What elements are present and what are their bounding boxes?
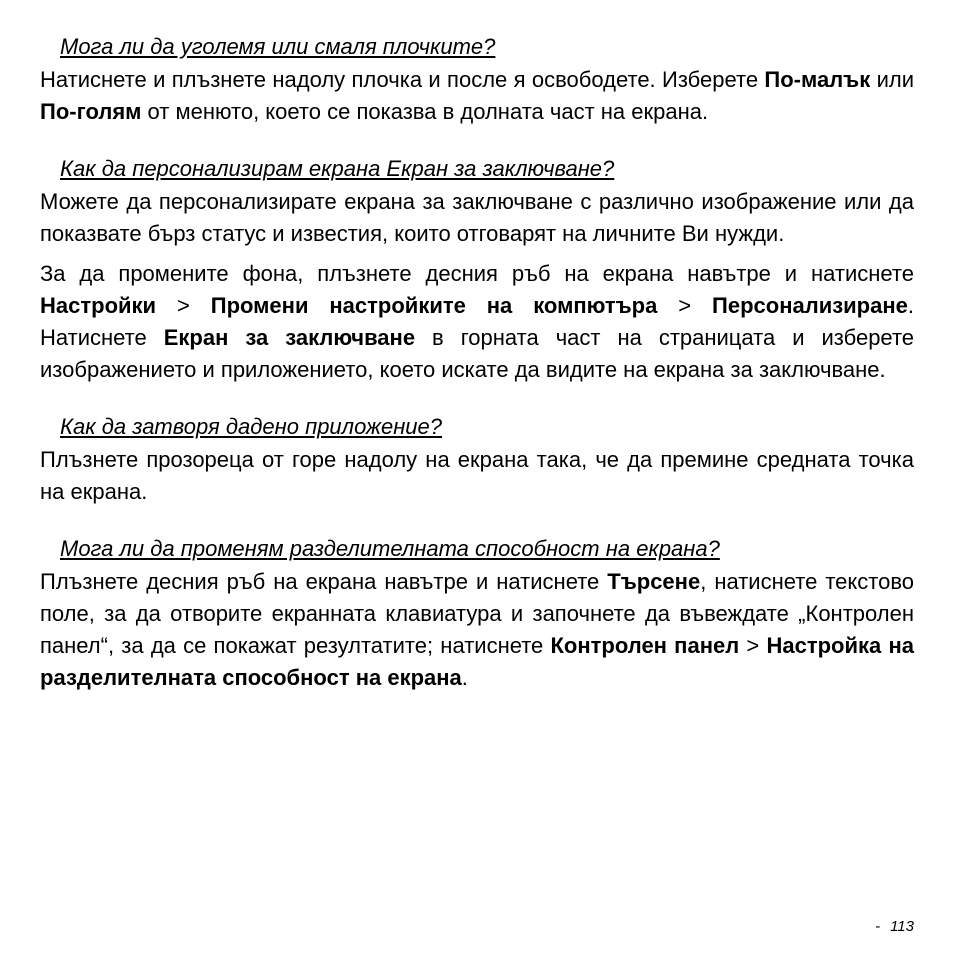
faq-question-lock-screen: Как да персонализирам екрана Екран за заключване? [60, 156, 615, 181]
answer-text: . [461, 665, 468, 690]
answer-text: > [657, 293, 713, 318]
answer-text: За да промените фона, плъзнете десния ръб на екрана навътре и натиснете [40, 261, 914, 286]
footer-dash: - [875, 918, 881, 935]
answer-text: > [739, 633, 767, 658]
answer-text: , натиснете текстово поле, за да отворите екранната клавиатура и започнете да въвеждате „Контролен панел“, за да се покажат резултатите; натиснете [40, 569, 914, 658]
faq-question-screen-resolution: Мога ли да променям разделителната способност на екрана? [60, 536, 720, 561]
answer-text: Плъзнете десния ръб на екрана навътре и натиснете [40, 569, 608, 594]
faq-question-close-app: Как да затворя дадено приложение? [60, 414, 443, 439]
answer-text: Натиснете и плъзнете надолу плочка и после я освободете. Изберете [40, 67, 765, 92]
page-number: 113 [890, 918, 914, 935]
answer-bold-term: Настройка на разделителната способност на екрана [40, 633, 914, 690]
answer-text: . Натиснете [40, 293, 914, 350]
faq-answer-resize-tiles [40, 64, 914, 128]
answer-text: или [870, 67, 914, 92]
answer-bold-term: Контролен панел [550, 633, 740, 658]
answer-text: от менюто, което се показва в долната част на екрана. [141, 99, 709, 124]
answer-bold-term: Настройки [40, 293, 157, 318]
answer-bold-term: Екран за заключване [163, 325, 416, 350]
answer-bold-term: Персонализиране [712, 293, 908, 318]
faq-answer-lock-screen-steps [40, 258, 914, 386]
answer-text: > [156, 293, 211, 318]
answer-bold-term: Търсене [607, 569, 701, 594]
answer-bold-term: По-голям [40, 99, 142, 124]
faq-answer-close-app: Плъзнете прозореца от горе надолу на екрана така, че да премине средната точка на екрана. [40, 447, 914, 504]
faq-answer-screen-resolution [40, 566, 914, 694]
document-page [40, 32, 914, 694]
faq-answer-lock-screen-intro: Можете да персонализирате екрана за заключване с различно изображение или да показвате бърз статус и известия, които отговарят на личните Ви нужди. [40, 189, 914, 246]
answer-bold-term: Промени настройките на компютъра [210, 293, 658, 318]
faq-question-resize-tiles: Мога ли да уголемя или смаля плочките? [60, 34, 496, 59]
answer-bold-term: По-малък [764, 67, 871, 92]
page-footer [875, 917, 914, 937]
answer-text: в горната част на страницата и изберете изображението и приложението, което искате да видите на екрана за заключване. [40, 325, 915, 382]
